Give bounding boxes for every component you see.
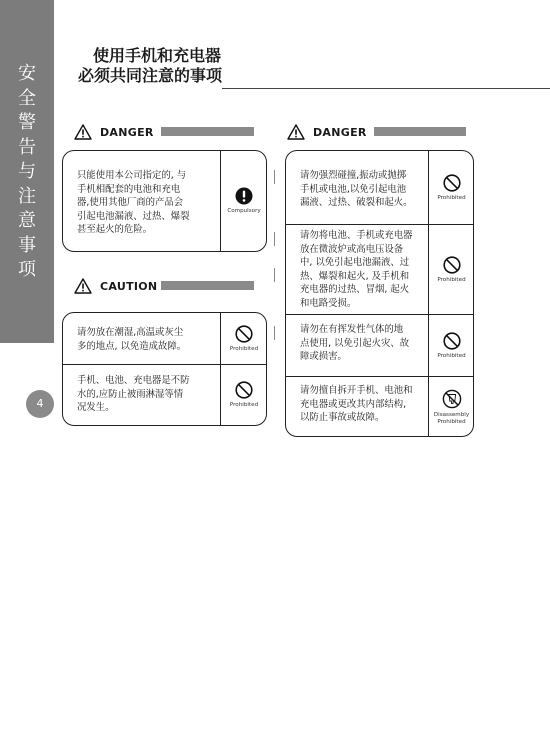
divider-stub <box>274 232 275 246</box>
divider-stub <box>274 170 275 184</box>
icon-caption: Compulsory <box>227 208 261 214</box>
icon-caption: Prohibited <box>437 276 466 283</box>
title-divider <box>222 88 550 89</box>
sidebar-tab <box>0 0 54 343</box>
warning-row <box>63 313 266 364</box>
page-title-line-2: 必须共同注意的事项 <box>78 66 223 85</box>
prohibited-icon <box>443 256 461 274</box>
warning-row <box>63 151 266 251</box>
heading-bar <box>374 127 466 136</box>
warning-row <box>286 224 473 314</box>
danger-label: DANGER <box>313 125 367 139</box>
prohibited-icon <box>235 381 253 399</box>
warning-triangle-icon <box>74 278 92 294</box>
warning-text: 请勿在有挥发性气体的地 点使用, 以免引起火灾、故 障或损害。 <box>300 324 410 363</box>
sidebar-char: 注 <box>18 185 36 207</box>
icon-caption: Prohibited <box>229 345 259 352</box>
danger-label: DANGER <box>100 125 154 139</box>
icon-cell <box>428 151 474 224</box>
warning-triangle-icon <box>287 124 305 140</box>
sidebar-title <box>0 62 54 283</box>
caution-box <box>62 312 267 426</box>
caution-heading <box>74 279 254 293</box>
warning-text: 手机、电池、充电器是不防 水的,应防止被雨淋湿等情 况发生。 <box>77 375 190 414</box>
icon-caption: Prohibited <box>437 352 466 359</box>
compulsory-icon <box>235 187 253 205</box>
prohibited-icon <box>235 325 253 343</box>
sidebar-char: 项 <box>18 259 36 280</box>
icon-caption: Prohibited <box>437 194 466 201</box>
sidebar-char: 意 <box>18 210 36 231</box>
sidebar-char: 全 <box>18 87 36 109</box>
disassembly-prohibited-icon <box>442 389 462 409</box>
warning-triangle-icon <box>74 124 92 140</box>
warning-text: 请勿放在潮湿,高温或灰尘 多的地点, 以免造成故障。 <box>77 327 187 352</box>
icon-cell <box>220 313 267 364</box>
danger-box-right <box>285 150 474 437</box>
divider-stub <box>274 326 275 340</box>
page-title <box>78 46 222 86</box>
warning-row <box>286 376 473 437</box>
icon-caption: Prohibited <box>229 402 259 408</box>
sidebar-char: 告 <box>18 136 36 158</box>
prohibited-icon <box>443 332 461 350</box>
caution-label: CAUTION <box>100 279 158 293</box>
sidebar-char: 与 <box>18 161 36 182</box>
icon-caption: Disassembly Prohibited <box>433 412 470 425</box>
icon-cell <box>428 377 474 437</box>
warning-text: 请勿擅自拆开手机、电池和 充电器或更改其内部结构, 以防止事故或故障。 <box>300 385 413 424</box>
warning-text: 请勿强烈碰撞,振动或抛掷 手机或电池,以免引起电池 漏液、过热、破裂和起火。 <box>300 170 413 209</box>
icon-cell <box>428 225 474 314</box>
page-title-line-1: 使用手机和充电器 <box>93 46 222 65</box>
prohibited-icon <box>443 174 461 192</box>
divider-stub <box>274 268 275 282</box>
icon-cell <box>428 315 474 376</box>
sidebar-char: 警 <box>18 112 36 133</box>
heading-bar <box>161 127 254 136</box>
warning-text: 请勿将电池、手机或充电器 放在微波炉或高电压设备 中, 以免引起电池漏液、过 热、爆裂和起火, 及手机和 充电器的过热、冒烟, 起火 和电路受损。 <box>300 230 413 309</box>
warning-text: 只能使用本公司指定的, 与 手机相配套的电池和充电 器,使用其他厂商的产品会 引起电池漏液、过热、爆裂 甚至起火的危险。 <box>77 170 190 236</box>
heading-bar <box>161 281 254 290</box>
danger-heading-left <box>74 125 254 139</box>
warning-row <box>63 364 266 425</box>
warning-row <box>286 314 473 376</box>
icon-cell <box>220 365 267 425</box>
warning-row <box>286 151 473 224</box>
sidebar-char: 安 <box>18 63 36 84</box>
page-number: 4 <box>26 390 54 418</box>
icon-cell <box>220 151 267 251</box>
sidebar-char: 事 <box>18 234 36 256</box>
danger-heading-right <box>287 125 467 139</box>
danger-box-left <box>62 150 267 252</box>
